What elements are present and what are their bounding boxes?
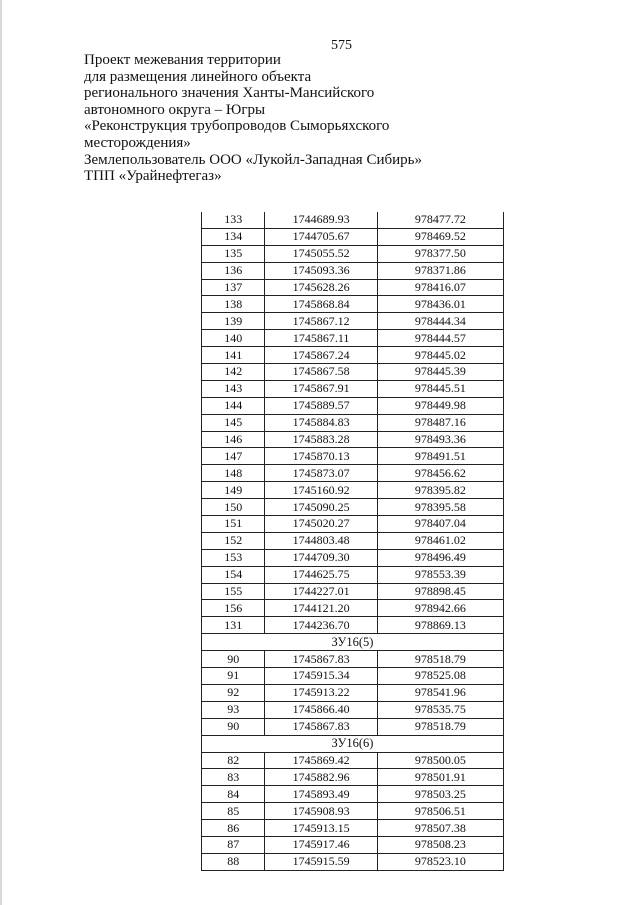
page-edge: [0, 0, 2, 905]
point-number-cell: 87: [202, 836, 265, 853]
table-row: [202, 820, 504, 837]
point-number-cell: 143: [202, 380, 265, 397]
point-number-cell: 142: [202, 364, 265, 381]
table-row: [202, 549, 504, 566]
table-row: [202, 499, 504, 516]
point-number-cell: 86: [202, 820, 265, 837]
table-row: [202, 431, 504, 448]
point-number-cell: 151: [202, 516, 265, 533]
x-coordinate-cell: 1745093.36: [265, 262, 377, 279]
x-coordinate-cell: 1745917.46: [265, 836, 377, 853]
table-row: [202, 245, 504, 262]
x-coordinate-cell: 1745915.59: [265, 853, 377, 870]
point-number-cell: 88: [202, 853, 265, 870]
header-line: ТПП «Урайнефтегаз»: [84, 168, 222, 185]
table-row: [202, 262, 504, 279]
point-number-cell: 153: [202, 549, 265, 566]
table-row: [202, 718, 504, 735]
x-coordinate-cell: 1745867.91: [265, 380, 377, 397]
y-coordinate-cell: 978501.91: [377, 769, 503, 786]
group-header-row: [202, 735, 504, 752]
header-line: Проект межевания территории: [84, 52, 281, 68]
x-coordinate-cell: 1745090.25: [265, 499, 377, 516]
table-row: [202, 769, 504, 786]
point-number-cell: 154: [202, 566, 265, 583]
point-number-cell: 85: [202, 803, 265, 820]
x-coordinate-cell: 1745913.15: [265, 820, 377, 837]
x-coordinate-cell: 1744705.67: [265, 228, 377, 245]
table-row: [202, 313, 504, 330]
y-coordinate-cell: 978541.96: [377, 684, 503, 701]
y-coordinate-cell: 978518.79: [377, 651, 503, 668]
y-coordinate-cell: 978506.51: [377, 803, 503, 820]
point-number-cell: 131: [202, 617, 265, 634]
point-number-cell: 141: [202, 347, 265, 364]
y-coordinate-cell: 978416.07: [377, 279, 503, 296]
table-row: [202, 786, 504, 803]
point-number-cell: 156: [202, 600, 265, 617]
table-row: [202, 228, 504, 245]
header-line: для размещения линейного объекта: [84, 68, 312, 85]
point-number-cell: 136: [202, 262, 265, 279]
x-coordinate-cell: 1745020.27: [265, 516, 377, 533]
x-coordinate-cell: 1745055.52: [265, 245, 377, 262]
x-coordinate-cell: 1745913.22: [265, 684, 377, 701]
point-number-cell: 134: [202, 228, 265, 245]
point-number-cell: 144: [202, 397, 265, 414]
point-number-cell: 82: [202, 752, 265, 769]
table-row: [202, 651, 504, 668]
table-row: [202, 617, 504, 634]
y-coordinate-cell: 978487.16: [377, 414, 503, 431]
table-row: [202, 684, 504, 701]
table-row: [202, 414, 504, 431]
y-coordinate-cell: 978444.34: [377, 313, 503, 330]
table-row: [202, 212, 504, 228]
y-coordinate-cell: 978395.82: [377, 482, 503, 499]
x-coordinate-cell: 1745882.96: [265, 769, 377, 786]
header-line: месторождения»: [84, 134, 191, 151]
table-row: [202, 516, 504, 533]
point-number-cell: 90: [202, 651, 265, 668]
table-row: [202, 397, 504, 414]
document-header: [84, 52, 524, 185]
y-coordinate-cell: 978456.62: [377, 465, 503, 482]
y-coordinate-cell: 978445.02: [377, 347, 503, 364]
point-number-cell: 155: [202, 583, 265, 600]
table-row: [202, 465, 504, 482]
x-coordinate-cell: 1744689.93: [265, 212, 377, 228]
point-number-cell: 139: [202, 313, 265, 330]
point-number-cell: 145: [202, 414, 265, 431]
y-coordinate-cell: 978395.58: [377, 499, 503, 516]
point-number-cell: 90: [202, 718, 265, 735]
x-coordinate-cell: 1745889.57: [265, 397, 377, 414]
x-coordinate-cell: 1745867.83: [265, 651, 377, 668]
point-number-cell: 137: [202, 279, 265, 296]
point-number-cell: 147: [202, 448, 265, 465]
header-line: «Реконструкция трубопроводов Сыморьяхского: [84, 118, 390, 135]
y-coordinate-cell: 978444.57: [377, 330, 503, 347]
table-row: [202, 448, 504, 465]
x-coordinate-cell: 1745873.07: [265, 465, 377, 482]
x-coordinate-cell: 1744236.70: [265, 617, 377, 634]
y-coordinate-cell: 978535.75: [377, 701, 503, 718]
coordinates-table-body: [202, 212, 504, 870]
x-coordinate-cell: 1745867.12: [265, 313, 377, 330]
header-line: регионального значения Ханты-Мансийского: [84, 85, 375, 102]
y-coordinate-cell: 978491.51: [377, 448, 503, 465]
x-coordinate-cell: 1745915.34: [265, 668, 377, 685]
y-coordinate-cell: 978436.01: [377, 296, 503, 313]
header-line: Землепользователь ООО «Лукойл-Западная Сибирь»: [84, 151, 422, 168]
x-coordinate-cell: 1745160.92: [265, 482, 377, 499]
x-coordinate-cell: 1744121.20: [265, 600, 377, 617]
x-coordinate-cell: 1745867.11: [265, 330, 377, 347]
y-coordinate-cell: 978507.38: [377, 820, 503, 837]
x-coordinate-cell: 1744709.30: [265, 549, 377, 566]
point-number-cell: 92: [202, 684, 265, 701]
table-row: [202, 752, 504, 769]
y-coordinate-cell: 978461.02: [377, 532, 503, 549]
table-row: [202, 853, 504, 870]
point-number-cell: 146: [202, 431, 265, 448]
y-coordinate-cell: 978371.86: [377, 262, 503, 279]
table-row: [202, 482, 504, 499]
point-number-cell: 83: [202, 769, 265, 786]
y-coordinate-cell: 978445.51: [377, 380, 503, 397]
table-row: [202, 380, 504, 397]
coordinates-table: [201, 212, 504, 871]
point-number-cell: 149: [202, 482, 265, 499]
page-number: 575: [331, 38, 352, 53]
table-row: [202, 364, 504, 381]
group-label: ЗУ16(6): [202, 735, 504, 752]
x-coordinate-cell: 1744803.48: [265, 532, 377, 549]
table-row: [202, 803, 504, 820]
point-number-cell: 150: [202, 499, 265, 516]
x-coordinate-cell: 1745883.28: [265, 431, 377, 448]
y-coordinate-cell: 978525.08: [377, 668, 503, 685]
table-row: [202, 347, 504, 364]
x-coordinate-cell: 1745884.83: [265, 414, 377, 431]
group-header-row: [202, 634, 504, 651]
point-number-cell: 93: [202, 701, 265, 718]
y-coordinate-cell: 978518.79: [377, 718, 503, 735]
y-coordinate-cell: 978942.66: [377, 600, 503, 617]
y-coordinate-cell: 978449.98: [377, 397, 503, 414]
point-number-cell: 91: [202, 668, 265, 685]
y-coordinate-cell: 978553.39: [377, 566, 503, 583]
x-coordinate-cell: 1745870.13: [265, 448, 377, 465]
y-coordinate-cell: 978508.23: [377, 836, 503, 853]
table-row: [202, 583, 504, 600]
x-coordinate-cell: 1745868.84: [265, 296, 377, 313]
table-row: [202, 330, 504, 347]
point-number-cell: 84: [202, 786, 265, 803]
x-coordinate-cell: 1745869.42: [265, 752, 377, 769]
x-coordinate-cell: 1744227.01: [265, 583, 377, 600]
point-number-cell: 148: [202, 465, 265, 482]
point-number-cell: 135: [202, 245, 265, 262]
table-row: [202, 701, 504, 718]
x-coordinate-cell: 1744625.75: [265, 566, 377, 583]
y-coordinate-cell: 978445.39: [377, 364, 503, 381]
group-label: ЗУ16(5): [202, 634, 504, 651]
table-row: [202, 279, 504, 296]
x-coordinate-cell: 1745867.24: [265, 347, 377, 364]
y-coordinate-cell: 978496.49: [377, 549, 503, 566]
y-coordinate-cell: 978477.72: [377, 212, 503, 228]
point-number-cell: 140: [202, 330, 265, 347]
x-coordinate-cell: 1745893.49: [265, 786, 377, 803]
point-number-cell: 138: [202, 296, 265, 313]
point-number-cell: 152: [202, 532, 265, 549]
x-coordinate-cell: 1745866.40: [265, 701, 377, 718]
table-row: [202, 566, 504, 583]
x-coordinate-cell: 1745908.93: [265, 803, 377, 820]
y-coordinate-cell: 978493.36: [377, 431, 503, 448]
y-coordinate-cell: 978500.05: [377, 752, 503, 769]
x-coordinate-cell: 1745867.58: [265, 364, 377, 381]
table-row: [202, 836, 504, 853]
table-row: [202, 600, 504, 617]
x-coordinate-cell: 1745867.83: [265, 718, 377, 735]
y-coordinate-cell: 978469.52: [377, 228, 503, 245]
header-line: автономного округа – Югры: [84, 101, 266, 118]
y-coordinate-cell: 978503.25: [377, 786, 503, 803]
table-row: [202, 296, 504, 313]
y-coordinate-cell: 978898.45: [377, 583, 503, 600]
table-row: [202, 532, 504, 549]
y-coordinate-cell: 978523.10: [377, 853, 503, 870]
table-row: [202, 668, 504, 685]
x-coordinate-cell: 1745628.26: [265, 279, 377, 296]
y-coordinate-cell: 978407.04: [377, 516, 503, 533]
y-coordinate-cell: 978377.50: [377, 245, 503, 262]
y-coordinate-cell: 978869.13: [377, 617, 503, 634]
point-number-cell: 133: [202, 212, 265, 228]
